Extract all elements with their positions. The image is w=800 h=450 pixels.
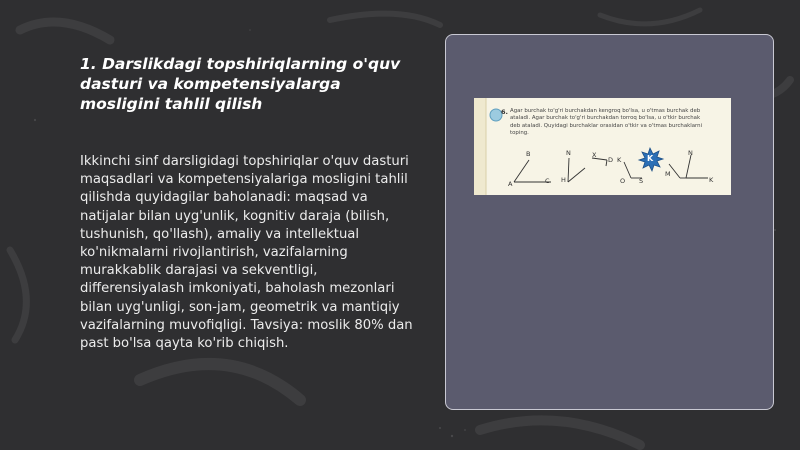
- point-label: H: [561, 176, 566, 184]
- point-label: K: [709, 176, 714, 184]
- point-label: O: [620, 177, 626, 185]
- angle-3: [592, 158, 607, 166]
- angle-4: [624, 162, 642, 178]
- point-label: B: [526, 150, 531, 158]
- image-panel: [445, 34, 774, 410]
- point-label: N: [688, 149, 693, 157]
- point-label: D: [608, 156, 614, 164]
- angle-2: [568, 158, 585, 182]
- point-label: C: [545, 177, 550, 185]
- badge-letter: K: [647, 154, 654, 163]
- point-label: A: [508, 180, 513, 188]
- page-margin: [474, 98, 486, 195]
- point-label: K: [617, 156, 622, 164]
- point-label: M: [665, 170, 671, 178]
- textbook-image: [474, 98, 731, 195]
- task-number: 6.: [501, 108, 508, 116]
- slide-body-text: Ikkinchi sinf darsligidagi topshiriqlar o'quv dasturi maqsadlari va kompetensiyalariga mosligini tahlil qilishda quyidagilar baholanadi: maqsad va natijalar bilan uyg'unlik, kognitiv daraja (bilish, tushunish, qo'llash), amaliy va intellektual ko'nikmalarni rivojlantirish, vazifalarning murakkablik darajasi va sekventligi, differensiyalash imkoniyati, baholash mezonlari bilan uyg'unligi, son-jam, geometrik va mantiqiy vazifalarning muvofiqligi. Tavsiya: moslik 80% dan past bo'lsa qayta ko'rib chiqish.: [80, 154, 413, 352]
- point-label: N: [566, 149, 571, 157]
- point-label: S: [639, 177, 644, 185]
- angle-6: [686, 155, 708, 178]
- task-text: Agar burchak to'g'ri burchakdan kengroq bo'lsa, u o'tmas burchak deb ataladi. Agar burchak to'g'ri burchakdan torroq bo'lsa, u o'tkir burchak deb ataladi. Quyidagi burchaklar orasidan o'tkir va o'tmas burchaklarni toping.: [510, 108, 703, 137]
- point-label: X: [592, 151, 597, 159]
- slide-title: 1. Darslikdagi topshiriqlarning o'quv dasturi va kompetensiyalarga mosligini tahlil qilish: [80, 55, 401, 113]
